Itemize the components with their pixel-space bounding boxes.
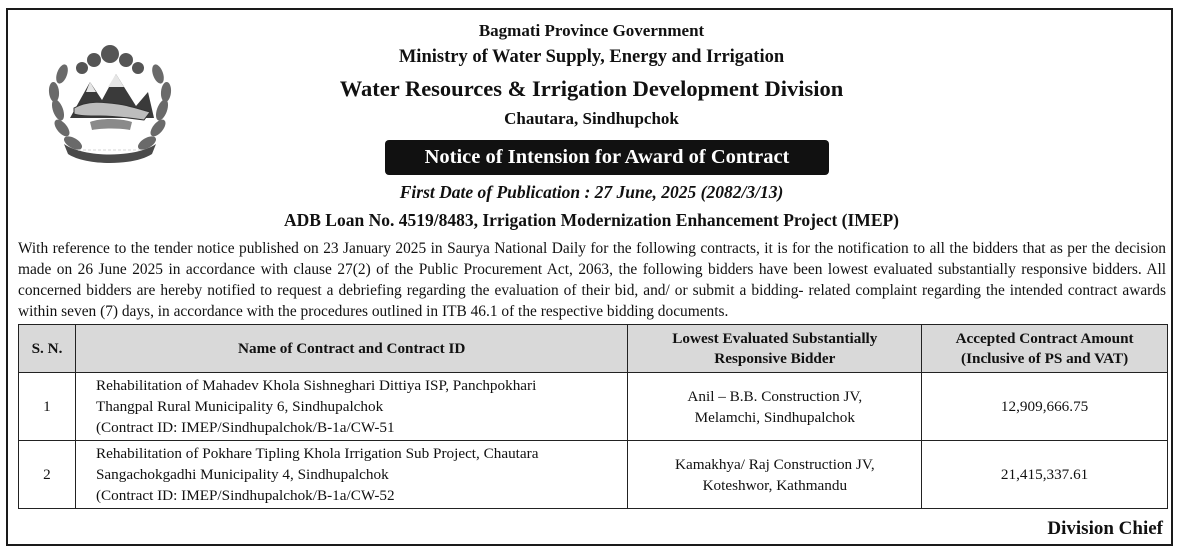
header: [8, 20, 1175, 132]
header-contract: Name of Contract and Contract ID: [75, 325, 628, 373]
table-row: [19, 373, 1168, 441]
contract-name-line1: Rehabilitation of Mahadev Khola Sishneghari Dittiya ISP, Panchpokhari: [95, 377, 537, 394]
header-sn: S. N.: [19, 325, 76, 373]
signature-title: Division Chief: [1047, 518, 1163, 539]
header-amount-line1: Accepted Contract Amount: [955, 329, 1134, 347]
bidder-line2: Melamchi, Sindhupalchok: [694, 408, 855, 426]
table-header-row: [19, 325, 1168, 373]
notice-frame: [6, 8, 1173, 546]
contract-id: (Contract ID: IMEP/Sindhupalchok/B-1a/CW-51: [95, 419, 395, 436]
contract-name-line2: Thangpal Rural Municipality 6, Sindhupalchok: [95, 398, 384, 415]
row-bidder: [628, 373, 922, 441]
header-bidder: [628, 325, 922, 373]
bidder-line2: Koteshwor, Kathmandu: [702, 476, 848, 494]
header-bidder-line1: Lowest Evaluated Substantially: [672, 329, 878, 347]
bidder-line1: Kamakhya/ Raj Construction JV,: [674, 455, 875, 473]
header-amount: [922, 325, 1168, 373]
header-bidder-line2: Responsive Bidder: [714, 349, 836, 367]
contract-name-line2: Sangachokgadhi Municipality 4, Sindhupalchok: [95, 466, 389, 483]
bidder-line1: Anil – B.B. Construction JV,: [687, 387, 863, 405]
row-sn: 1: [19, 373, 76, 441]
publication-date: First Date of Publication : 27 June, 2025 (2082/3/13): [399, 182, 784, 202]
row-bidder: [628, 441, 922, 509]
ministry-name: Ministry of Water Supply, Energy and Irrigation: [398, 47, 785, 67]
contract-id: (Contract ID: IMEP/Sindhupalchok/B-1a/CW-52: [95, 487, 395, 504]
division-name: Water Resources & Irrigation Development Division: [339, 76, 844, 101]
notice-title: Notice of Intension for Award of Contract: [385, 140, 829, 175]
office-location: Chautara, Sindhupchok: [504, 109, 679, 128]
notice-body: With reference to the tender notice published on 23 January 2025 in Saurya National Daily for the following contracts, it is for the notification to all the bidders that as per the decision made on 26 June 2025 in accordance with clause 27(2) of the Public Procurement Act, 2063, the following bidders have been lowest evaluated substantially responsive bidders. All concerned bidders are hereby notified to request a debriefing regarding the evaluation of their bid, and/ or submit a bidding- related complaint regarding the intended contract awards within seven (7) days, in accordance with the procedures outlined in ITB 46.1 of the respective bidding documents.: [18, 240, 1166, 320]
row-amount: 12,909,666.75: [922, 373, 1168, 441]
row-sn: 2: [19, 441, 76, 509]
row-contract: [75, 373, 628, 441]
row-amount: 21,415,337.61: [922, 441, 1168, 509]
contract-name-line1: Rehabilitation of Pokhare Tipling Khola Irrigation Sub Project, Chautara: [95, 445, 539, 462]
table-row: [19, 441, 1168, 509]
contracts-table: [18, 324, 1168, 509]
project-line: ADB Loan No. 4519/8483, Irrigation Modernization Enhancement Project (IMEP): [283, 210, 900, 230]
row-contract: [75, 441, 628, 509]
header-amount-line2: (Inclusive of PS and VAT): [961, 349, 1129, 367]
government-name: Bagmati Province Government: [478, 21, 705, 40]
